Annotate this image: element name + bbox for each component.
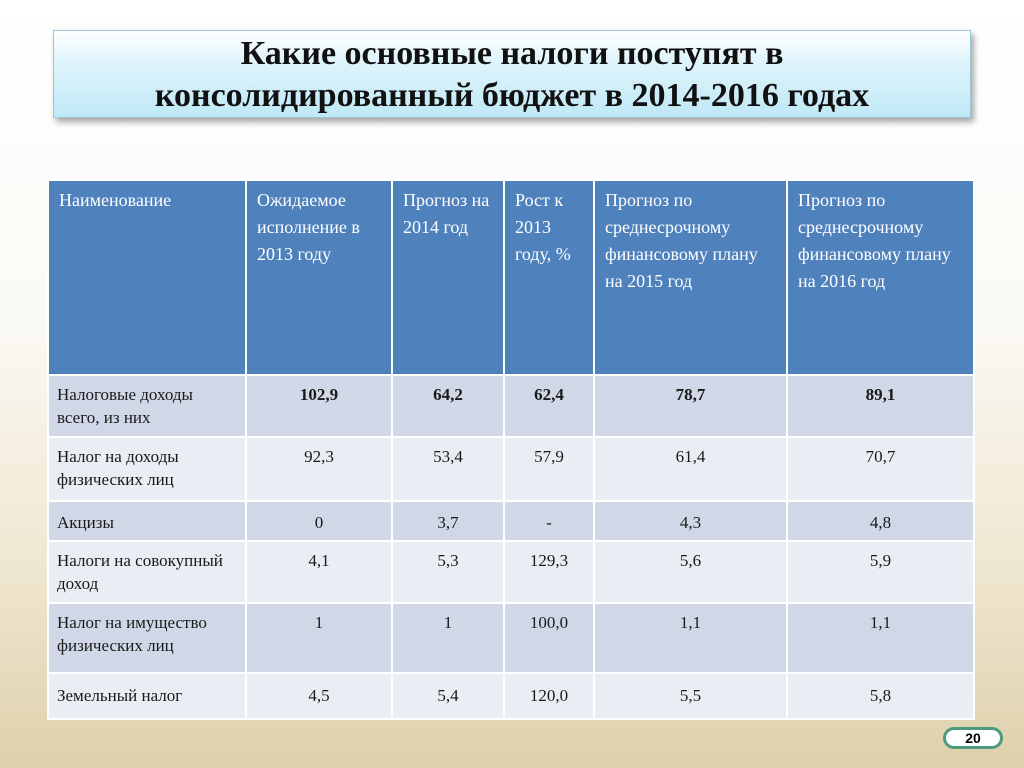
cell-value: 1: [392, 603, 504, 673]
cell-value: 62,4: [504, 375, 594, 437]
row-name: Земельный налог: [48, 673, 246, 719]
slide-title-line-2: консолидированный бюджет в 2014-2016 годах: [154, 77, 870, 114]
slide-title: [53, 30, 971, 118]
cell-value: 70,7: [787, 437, 974, 501]
cell-value: 3,7: [392, 501, 504, 541]
table-row: [48, 375, 974, 437]
cell-value: -: [504, 501, 594, 541]
cell-value: 5,9: [787, 541, 974, 603]
cell-value: 1,1: [787, 603, 974, 673]
cell-value: 1,1: [594, 603, 787, 673]
cell-value: 5,5: [594, 673, 787, 719]
cell-value: 100,0: [504, 603, 594, 673]
cell-value: 5,3: [392, 541, 504, 603]
table-row: [48, 673, 974, 719]
cell-value: 102,9: [246, 375, 392, 437]
header-expected-2013: Ожидаемое исполнение в 2013 году: [246, 180, 392, 375]
header-forecast-2014: Прогноз на 2014 год: [392, 180, 504, 375]
cell-value: 78,7: [594, 375, 787, 437]
table-row: [48, 501, 974, 541]
cell-value: 1: [246, 603, 392, 673]
table-row: [48, 437, 974, 501]
cell-value: 0: [246, 501, 392, 541]
header-plan-2015: Прогноз по среднесрочному финансовому плану на 2015 год: [594, 180, 787, 375]
row-name: Налоговые доходы всего, из них: [48, 375, 246, 437]
header-growth-2013: Рост к 2013 году, %: [504, 180, 594, 375]
row-name: Акцизы: [48, 501, 246, 541]
tax-forecast-table: [47, 179, 975, 720]
cell-value: 5,4: [392, 673, 504, 719]
table-row: [48, 541, 974, 603]
row-name: Налоги на совокупный доход: [48, 541, 246, 603]
cell-value: 64,2: [392, 375, 504, 437]
page-number-badge: 20: [943, 727, 1003, 749]
cell-value: 89,1: [787, 375, 974, 437]
cell-value: 4,1: [246, 541, 392, 603]
cell-value: 4,5: [246, 673, 392, 719]
cell-value: 5,8: [787, 673, 974, 719]
header-plan-2016: Прогноз по среднесрочному финансовому плану на 2016 год: [787, 180, 974, 375]
header-name: Наименование: [48, 180, 246, 375]
cell-value: 5,6: [594, 541, 787, 603]
row-name: Налог на имущество физических лиц: [48, 603, 246, 673]
cell-value: 61,4: [594, 437, 787, 501]
cell-value: 57,9: [504, 437, 594, 501]
cell-value: 53,4: [392, 437, 504, 501]
cell-value: 4,3: [594, 501, 787, 541]
row-name: Налог на доходы физических лиц: [48, 437, 246, 501]
cell-value: 4,8: [787, 501, 974, 541]
cell-value: 129,3: [504, 541, 594, 603]
cell-value: 92,3: [246, 437, 392, 501]
cell-value: 120,0: [504, 673, 594, 719]
table-row: [48, 603, 974, 673]
slide-title-line-1: Какие основные налоги поступят в: [240, 35, 784, 72]
table-header-row: [48, 180, 974, 375]
